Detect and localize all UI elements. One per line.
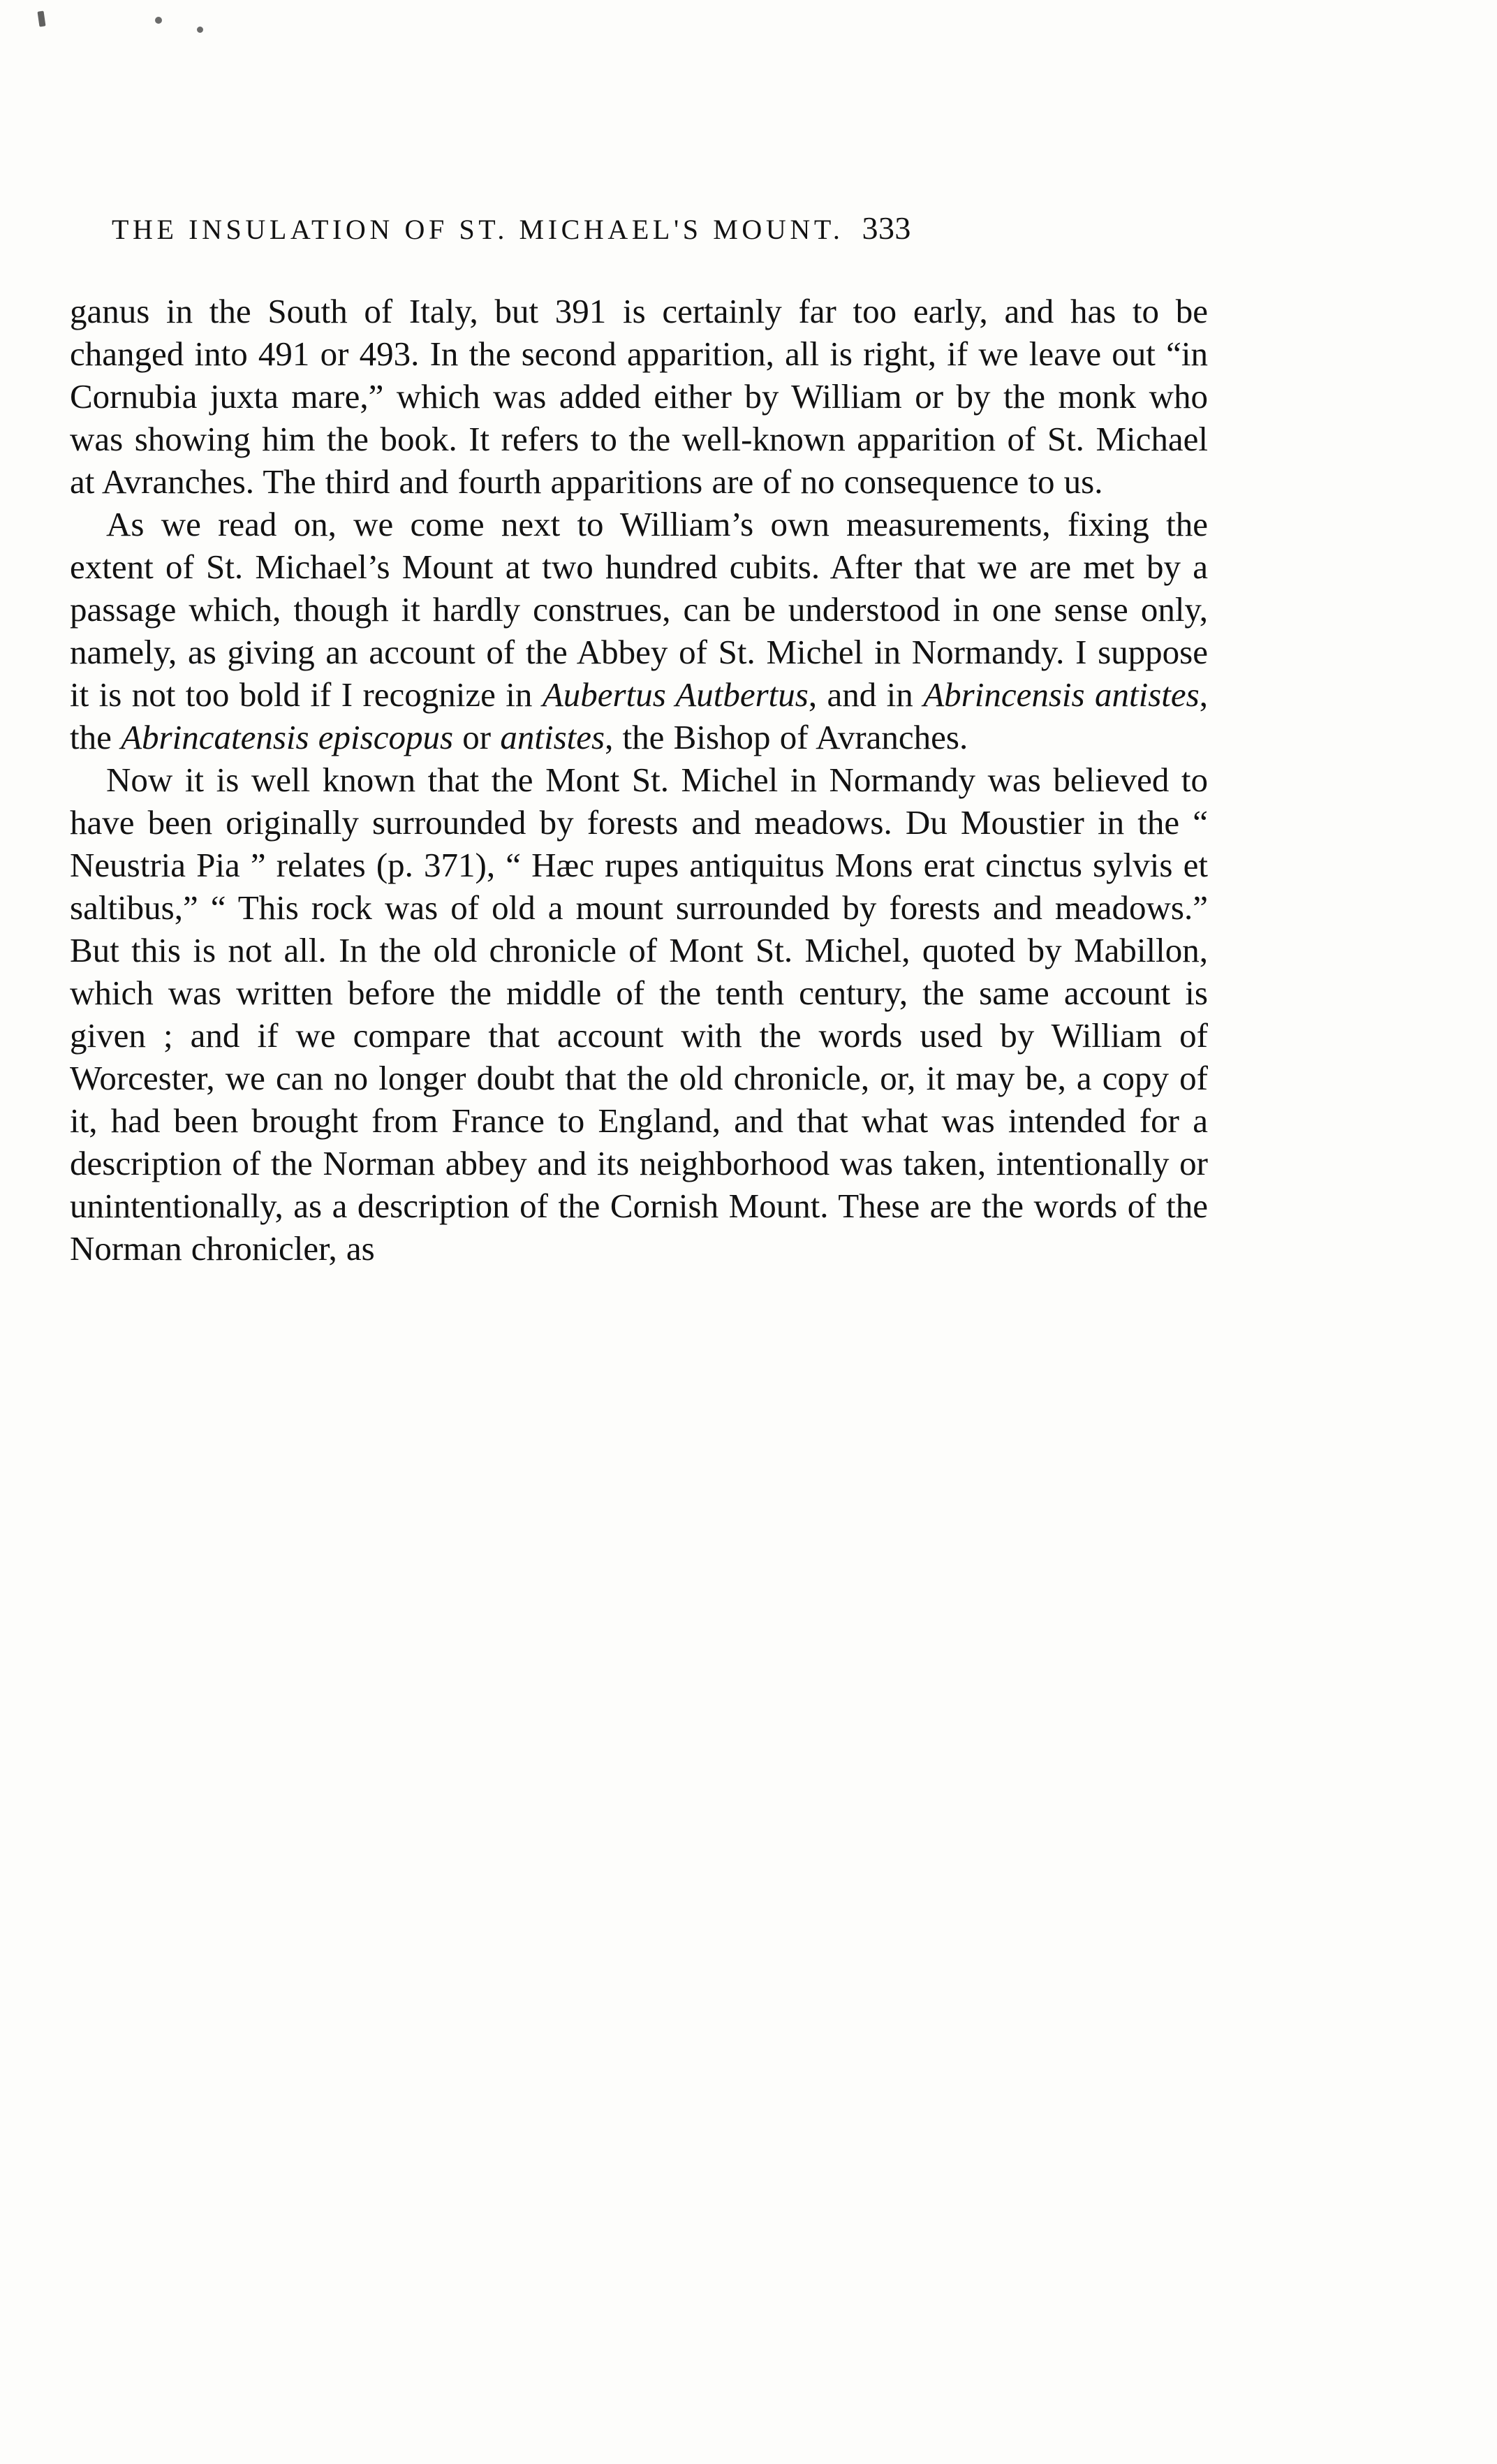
italic-phrase: Abrincensis antistes — [923, 675, 1200, 714]
text-run: ganus in the South of Italy, but 391 is certainly far too early, and has to be changed into 491 or 493. In the second apparition, all is right, if we leave out “in Cornubia juxta mare,” which was added either by William or by the monk who was showing him the book. It refers to the well-known apparition of St. Michael at Avranches. The third and fourth apparitions are of no consequence to us. — [70, 292, 1208, 501]
body-paragraph — [70, 503, 1208, 758]
text-run: , the — [70, 675, 1208, 756]
scan-speck-icon — [155, 17, 162, 24]
text-run: or — [453, 718, 501, 756]
body-paragraph — [70, 758, 1208, 1270]
italic-phrase: Aubertus Autbertus — [542, 675, 809, 714]
text-run: As we read on, we come next to William’s own measurements, fixing the extent of St. Michael’s Mount at two hundred cubits. After that we are met by a passage which, though it hardly construes, can be understood in one sense only, namely, as giving an account of the Abbey of St. Michel in Normandy. I suppose it is not too bold if I recognize in — [70, 505, 1208, 714]
running-head-title: THE INSULATION OF ST. MICHAEL'S MOUNT. — [112, 214, 844, 245]
scan-speck-icon — [38, 10, 46, 27]
italic-phrase: antistes — [500, 718, 605, 756]
body-paragraph — [70, 290, 1208, 503]
running-head — [70, 210, 1208, 247]
text-run: Now it is well known that the Mont St. Michel in Normandy was believed to have been originally surrounded by forests and meadows. Du Moustier in the “ Neustria Pia ” relates (p. 371), “ Hæc rupes antiquitus Mons erat cinctus sylvis et saltibus,” “ This rock was of old a mount surrounded by forests and meadows.” But this is not all. In the old chronicle of Mont St. Michel, quoted by Mabillon, which was written before the middle of the tenth century, the same account is given ; and if we compare that account with the words used by William of Worcester, we can no longer doubt that the old chronicle, or, it may be, a copy of it, had been brought from France to England, and that what was intended for a description of the Norman abbey and its neighborhood was taken, intentionally or unintentionally, as a description of the Cornish Mount. These are the words of the Norman chronicler, as — [70, 761, 1208, 1268]
page-number: 333 — [862, 210, 911, 246]
page-content — [70, 210, 1208, 1270]
italic-phrase: Abrincatensis episcopus — [121, 718, 454, 756]
text-run: , the Bishop of Avranches. — [605, 718, 968, 756]
scan-speck-icon — [197, 27, 203, 33]
text-run: , and in — [808, 675, 924, 714]
